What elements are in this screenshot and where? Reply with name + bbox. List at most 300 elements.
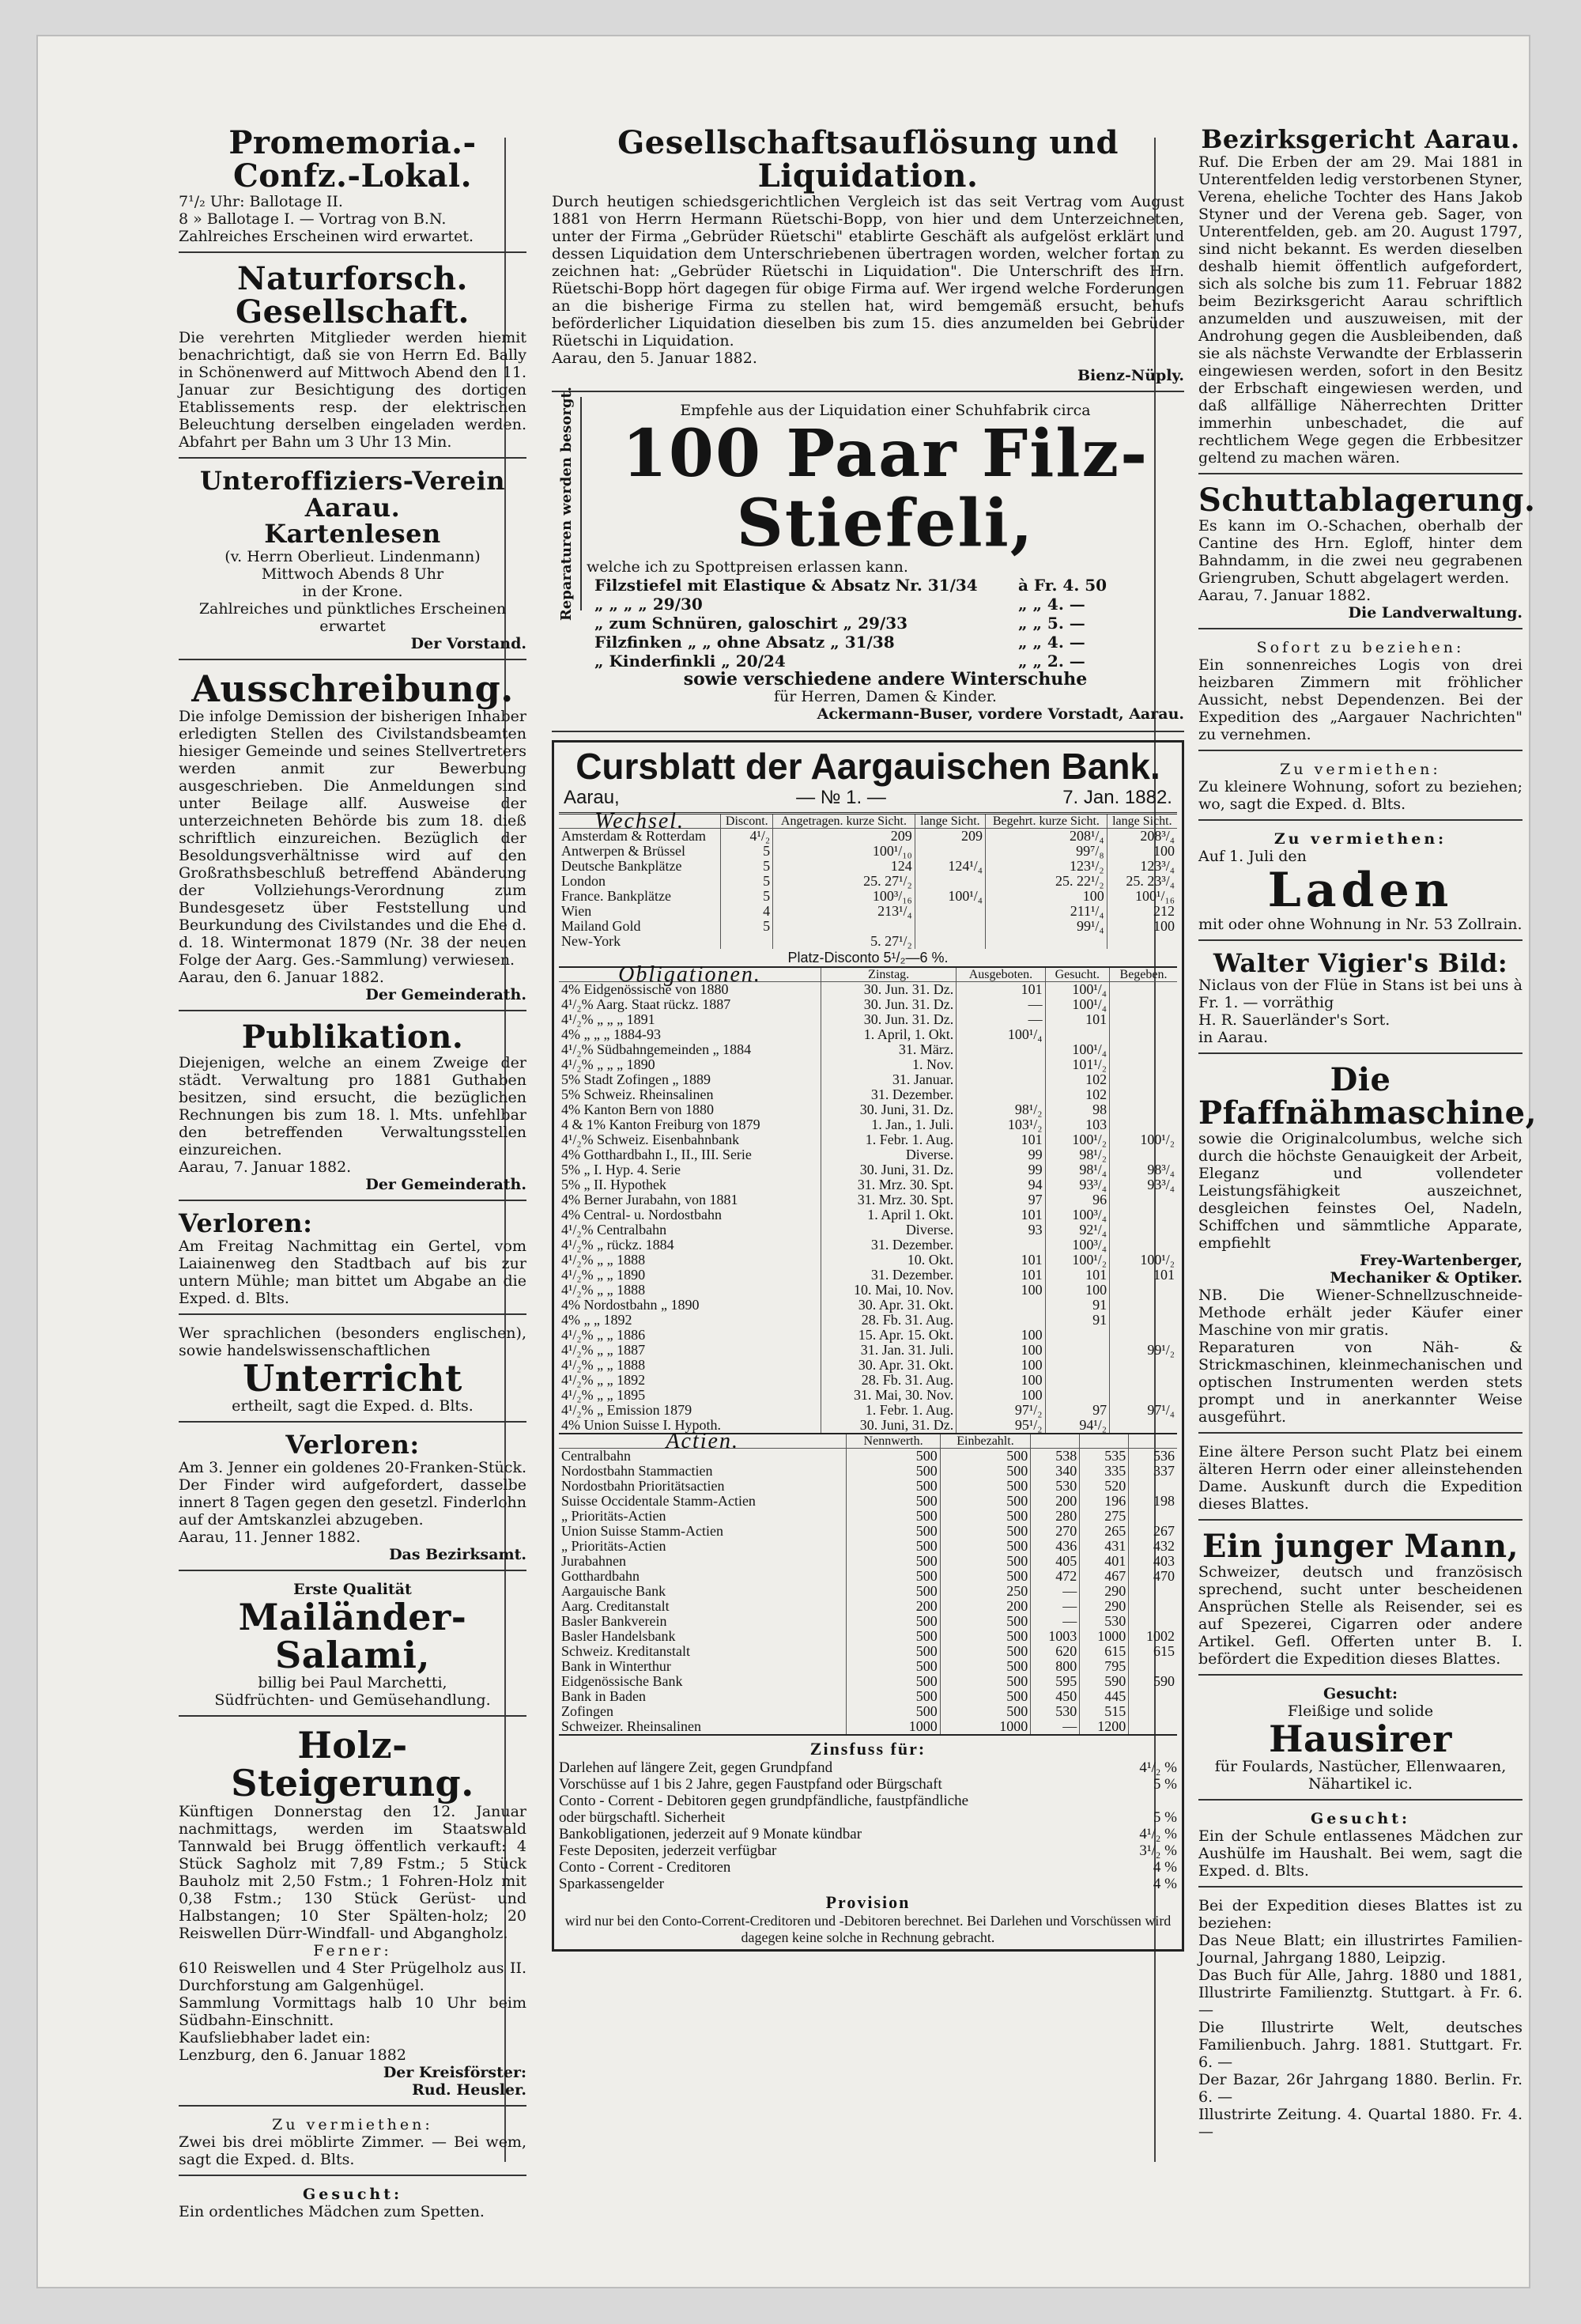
- ad-title: Ausschreibung.: [191, 667, 514, 710]
- ad-title: Ein junger Mann,: [1202, 1528, 1519, 1566]
- table-cell: 101: [1045, 1012, 1109, 1027]
- table-row: [559, 1358, 1177, 1373]
- ad-date: Lenzburg, den 6. Januar 1882: [179, 2046, 406, 2064]
- table-cell: 100³/₁₆: [773, 889, 915, 904]
- table-cell: 530: [1031, 1704, 1080, 1719]
- table-cell: 98¹/₄: [1045, 1162, 1109, 1177]
- zinsfuss-rate: 4¹/₂ %: [1139, 1759, 1177, 1776]
- table-row: [559, 1207, 1177, 1222]
- table-cell: 91: [1045, 1313, 1109, 1328]
- ad-date: Aarau, 7. Januar 1882.: [1198, 586, 1372, 604]
- table-cell: [1045, 1358, 1109, 1373]
- table-cell: 200: [940, 1599, 1030, 1614]
- table-cell: 97¹/₄: [1110, 1403, 1177, 1418]
- table-cell: 4¹/₂% „ „ 1892: [561, 1372, 646, 1388]
- table-row: [559, 1388, 1177, 1403]
- left-column: [179, 122, 526, 2220]
- table-cell: 5% „ I. Hyp. 4. Serie: [561, 1162, 681, 1177]
- ad-body: Diejenigen, welche an einem Zweige der städt. Verwaltung pro 1881 Guthaben besitzen, sind ersucht, die bezüglichen Rechnungen bis zum 18. l. Mts. unfehlbar den betreffenden Verwaltungsstellen einzureichen.: [179, 1054, 526, 1159]
- ad-signature: Das Bezirksamt.: [389, 1545, 526, 1563]
- table-cell: 403: [1129, 1554, 1177, 1569]
- column-header: [1031, 1434, 1080, 1449]
- table-cell: Jurabahnen: [561, 1553, 626, 1569]
- ad-intro: Wer sprachlichen (besonders englischen), sowie handelswissenschaftlichen: [179, 1324, 526, 1359]
- table-cell: 97: [1045, 1403, 1109, 1418]
- table-cell: [1110, 1283, 1177, 1298]
- table-cell: 5. 27¹/₂: [773, 934, 915, 949]
- table-cell: 98³/₄: [1110, 1162, 1177, 1177]
- column-header: Angetragen. kurze Sicht.: [773, 814, 915, 829]
- table-row: [559, 844, 1177, 859]
- ad-body: Schweizer, deutsch und französisch sprechend, sucht unter bescheidenen Ansprüchen Stelle als Reisender, sei es auf Spezerei, Cigarren oder andere Artikel. Gefl. Offerten unter B. I. befördert die Expedition dieses Blattes.: [1198, 1563, 1523, 1668]
- table-cell: 100: [1107, 844, 1177, 859]
- column-header: lange Sicht.: [1107, 814, 1177, 829]
- table-cell: [1129, 1584, 1177, 1599]
- zinsfuss-row: [559, 1842, 1177, 1859]
- table-row: [559, 1343, 1177, 1358]
- ad-date: Aarau, den 6. Januar 1882.: [179, 969, 384, 987]
- table-cell: 93³/₄: [1045, 1177, 1109, 1192]
- table-cell: 520: [1080, 1479, 1129, 1494]
- table-cell: [915, 919, 985, 934]
- table-cell: 1200: [1080, 1719, 1129, 1734]
- table-cell: 500: [847, 1464, 940, 1479]
- column-header: [1080, 1434, 1129, 1449]
- ad-intro: Gesucht:: [1323, 1685, 1398, 1703]
- table-row: [559, 1087, 1177, 1102]
- ad-body: Es kann im O.-Schachen, oberhalb der Cantine des Hrn. Egloff, hinter dem Bahndamm, in die zwei neu gegrabenen Griengruben, Schutt abgelagert werden.: [1198, 516, 1523, 587]
- table-row: [559, 1192, 1177, 1207]
- table-row: [559, 1689, 1177, 1704]
- table-cell: 98¹/₂: [957, 1102, 1045, 1117]
- table-row: [559, 1479, 1177, 1494]
- ad-unterricht: [179, 1320, 526, 1423]
- table-cell: 200: [1031, 1494, 1080, 1509]
- column-header: Wechsel.: [559, 814, 721, 829]
- column-header: Zinstag.: [821, 967, 957, 982]
- ad-signature: Die Landverwaltung.: [1348, 603, 1523, 622]
- table-cell: 100: [1045, 1283, 1109, 1298]
- table-cell: 445: [1080, 1689, 1129, 1704]
- table-cell: —: [1031, 1719, 1080, 1734]
- table-cell: 123³/₄: [1107, 859, 1177, 874]
- table-cell: 100: [1107, 919, 1177, 934]
- ad-body: ertheilt, sagt die Exped. d. Blts.: [232, 1396, 474, 1415]
- table-cell: Bank in Winterthur: [561, 1658, 671, 1674]
- table-cell: 4¹/₂% „ rückz. 1884: [561, 1237, 674, 1253]
- ad-bezirksgericht: [1198, 122, 1523, 474]
- table-cell: 92¹/₄: [1045, 1222, 1109, 1238]
- table-cell: 124¹/₄: [915, 859, 985, 874]
- table-cell: 337: [1129, 1464, 1177, 1479]
- table-cell: 31. Dezember.: [821, 1238, 957, 1253]
- table-cell: —: [1031, 1584, 1080, 1599]
- table-cell: [1110, 1222, 1177, 1238]
- table-cell: —: [1031, 1599, 1080, 1614]
- table-cell: 267: [1129, 1524, 1177, 1539]
- table-cell: 500: [940, 1644, 1030, 1659]
- table-cell: [773, 919, 915, 934]
- table-cell: 100¹/₄: [1045, 997, 1109, 1012]
- wechsel-table: [559, 809, 1177, 949]
- table-cell: [1129, 1659, 1177, 1674]
- item-name: „ „ „ „ 29/30: [594, 595, 703, 614]
- ad-body: Am Freitag Nachmittag ein Gertel, vom Laiainenweg den Stadtbach auf bis zur untern Mühle; man bittet um Abgabe an die Exped. d. Blts.: [179, 1237, 526, 1307]
- table-cell: 97¹/₂: [957, 1403, 1045, 1418]
- table-cell: 30. Apr. 31. Okt.: [821, 1358, 957, 1373]
- provision-title: Provision: [825, 1892, 911, 1912]
- table-cell: 500: [847, 1494, 940, 1509]
- table-cell: 30. Jun. 31. Dz.: [821, 982, 957, 998]
- table-cell: 500: [940, 1479, 1030, 1494]
- ad-title: Gesucht:: [1311, 1810, 1410, 1828]
- newspaper-page: [36, 35, 1538, 2288]
- table-cell: 500: [847, 1704, 940, 1719]
- table-cell: 270: [1031, 1524, 1080, 1539]
- table-cell: 1. Nov.: [821, 1057, 957, 1072]
- table-cell: 94¹/₂: [1045, 1418, 1109, 1433]
- actien-table: [559, 1429, 1177, 1734]
- ad-body: Eine ältere Person sucht Platz bei einem älteren Herrn oder einer alleinstehenden Dame. Auskunft durch die Expedition dieses Blattes.: [1198, 1443, 1523, 1513]
- table-cell: 208¹/₄: [986, 829, 1107, 845]
- table-row: [559, 1147, 1177, 1162]
- column-header: Obligationen.: [559, 967, 821, 982]
- table-cell: 530: [1031, 1479, 1080, 1494]
- table-cell: 450: [1031, 1689, 1080, 1704]
- ad-date: Aarau, 7. Januar 1882.: [179, 1158, 352, 1177]
- table-cell: 209: [915, 829, 985, 845]
- table-cell: 100¹/₂: [1110, 1132, 1177, 1147]
- table-cell: Diverse.: [821, 1222, 957, 1238]
- table-cell: Basler Bankverein: [561, 1613, 667, 1629]
- table-cell: [1110, 1238, 1177, 1253]
- table-cell: [1110, 1012, 1177, 1027]
- table-cell: 538: [1031, 1449, 1080, 1464]
- table-cell: 95¹/₂: [957, 1418, 1045, 1433]
- table-row: [559, 934, 1177, 949]
- table-cell: 500: [940, 1659, 1030, 1674]
- table-cell: [1110, 1072, 1177, 1087]
- item-price: à Fr. 4. 50: [1018, 576, 1107, 595]
- ad-title: Hausirer: [1269, 1717, 1452, 1761]
- zinsfuss-row: [559, 1776, 1177, 1793]
- table-row: [559, 1554, 1177, 1569]
- table-cell: 101: [957, 1253, 1045, 1268]
- table-cell: 500: [940, 1614, 1030, 1629]
- ad-title: Walter Vigier's Bild:: [1213, 947, 1508, 978]
- table-cell: 515: [1080, 1704, 1129, 1719]
- ad-intro: Fleißige und solide: [1287, 1702, 1434, 1721]
- table-cell: 98: [1045, 1102, 1109, 1117]
- platz-disconto: Platz-Disconto 5¹/₂—6 %.: [787, 950, 949, 965]
- table-cell: Nordostbahn Stammactien: [561, 1463, 713, 1479]
- table-cell: 100¹/₁₆: [1107, 889, 1177, 904]
- ad-title: Holz-Steigerung.: [231, 1724, 474, 1805]
- zinsfuss-row: [559, 1859, 1177, 1876]
- table-cell: 595: [1031, 1674, 1080, 1689]
- table-cell: 401: [1080, 1554, 1129, 1569]
- place: Aarau,: [564, 787, 620, 808]
- table-row: [559, 1057, 1177, 1072]
- column-header: Begeben.: [1110, 967, 1177, 982]
- table-cell: 500: [847, 1509, 940, 1524]
- table-cell: 4% „ „ „ 1884-93: [561, 1026, 661, 1042]
- zinsfuss-block: [559, 1734, 1177, 1946]
- table-row: [559, 1494, 1177, 1509]
- table-cell: 800: [1031, 1659, 1080, 1674]
- ad-body: Die infolge Demission der bisherigen Inhaber erledigten Stellen des Civilstandsbeamten hiesiger Gemeinde und seines Stellvertreters werden anmit zur Bewerbung ausgeschrieben. Die Anmeldungen sind unter Beilage allf. Ausweise der unterzeichneten Behörde bis zum 18. dieß schriftlich einzureichen. Bezüglich der Besoldungsverhältnisse wird auf den Großrathsbeschluß betreffend Abänderung der Vollziehungs-Verordnung zum Bundesgesetz über Feststellung und Beurkundung des Civilstandes und die Ehe d. d. 18. Wintermonat 1879 (Nr. 38 der neuen Folge der Aarg. Ges.-Sammlung) verwiesen.: [179, 708, 526, 969]
- table-row: [559, 1418, 1177, 1433]
- table-cell: 31. Dezember.: [821, 1268, 957, 1283]
- ad-signature: Der Kreisförster:: [383, 2063, 526, 2081]
- ad-title: Naturforsch. Gesellschaft.: [236, 260, 470, 331]
- table-cell: 1. April, 1. Okt.: [821, 1027, 957, 1042]
- table-cell: 5: [721, 919, 773, 934]
- table-cell: 101: [957, 1268, 1045, 1283]
- zinsfuss-label: Conto - Corrent - Creditoren: [559, 1859, 731, 1876]
- ad-title: Verloren:: [179, 1208, 313, 1239]
- table-cell: London: [561, 873, 606, 889]
- table-cell: [1129, 1614, 1177, 1629]
- table-row: [559, 1268, 1177, 1283]
- table-cell: [1110, 1147, 1177, 1162]
- ad-signature: Bienz-Nüply.: [1077, 367, 1184, 384]
- table-cell: [1110, 1207, 1177, 1222]
- table-cell: Deutsche Bankplätze: [561, 858, 682, 874]
- zinsfuss-rate: 3¹/₂ %: [1139, 1842, 1177, 1859]
- table-cell: 103¹/₂: [957, 1117, 1045, 1132]
- table-cell: 431: [1080, 1539, 1129, 1554]
- table-cell: [1110, 1027, 1177, 1042]
- table-row: [559, 874, 1177, 889]
- price-list: [587, 576, 1184, 671]
- ad-publikation: [179, 1016, 526, 1201]
- ad-body: Ein sonnenreiches Logis von drei heizbaren Zimmern mit fröhlicher Aussicht, nebst Dependenzen. Bei der Expedition des „Aargauer Nachrichten" zu vernehmen.: [1198, 656, 1523, 743]
- table-cell: Basler Handelsbank: [561, 1628, 676, 1644]
- table-cell: 208³/₄: [1107, 829, 1177, 845]
- price-row: [587, 633, 1184, 652]
- table-cell: 4¹/₂% „ „ 1888: [561, 1252, 646, 1268]
- table-cell: 100: [957, 1343, 1045, 1358]
- ad-body: Niclaus von der Flüe in Stans ist bei uns à Fr. 1. — vorräthig H. R. Sauerländer's Sort. in Aarau.: [1198, 977, 1523, 1047]
- ad-title: Verloren:: [285, 1429, 420, 1460]
- table-cell: 100³/₄: [1045, 1207, 1109, 1222]
- ad-logis: [1198, 634, 1523, 751]
- ad-title: Publikation.: [241, 1018, 464, 1056]
- table-cell: 500: [847, 1629, 940, 1644]
- ad-body: Ein der Schule entlassenes Mädchen zur Aushülfe im Haushalt. Bei wem, sagt die Exped. d. Blts.: [1198, 1827, 1523, 1880]
- item-price: „ „ 5. —: [1018, 614, 1085, 633]
- table-row: [559, 1072, 1177, 1087]
- table-cell: 101: [1110, 1268, 1177, 1283]
- table-cell: 103: [1045, 1117, 1109, 1132]
- table-cell: 1. Febr. 1. Aug.: [821, 1403, 957, 1418]
- table-cell: 4¹/₂% „ „ 1888: [561, 1282, 646, 1298]
- table-cell: [1110, 1102, 1177, 1117]
- ad-intro: Erste Qualität: [293, 1580, 412, 1598]
- side-label-text: Reparaturen werden besorgt.: [557, 386, 575, 622]
- table-row: [559, 1539, 1177, 1554]
- zinsfuss-title: Zinsfuss für:: [809, 1739, 926, 1759]
- table-cell: 100³/₄: [1045, 1238, 1109, 1253]
- table-cell: [915, 844, 985, 859]
- table-row: [559, 1629, 1177, 1644]
- ad-gesucht: [179, 2181, 526, 2227]
- table-row: [559, 1238, 1177, 1253]
- ad-body: Bei der Expedition dieses Blattes ist zu beziehen: Das Neue Blatt; ein illustrirtes Familien-Journal, Jahrgang 1880, Leipzig. Das Buch für Alle, Jahrg. 1880 und 1881, Illustrirte Familienztg. Stuttgart. à Fr. 6. — Die Illustrirte Welt, deutsches Familienbuch. Jahrg. 1881. Stuttgart. Fr. 6. — Der Bazar, 26r Jahrgang 1880. Berlin. Fr. 6. — Illustrirte Zeitung. 4. Quartal 1880. Fr. 4. —: [1198, 1897, 1523, 2141]
- table-row: [559, 859, 1177, 874]
- ad-promemoria: [179, 122, 526, 253]
- table-cell: 795: [1080, 1659, 1129, 1674]
- table-cell: 500: [847, 1449, 940, 1464]
- table-cell: 98¹/₂: [1045, 1147, 1109, 1162]
- table-cell: 4¹/₂% „ „ 1895: [561, 1387, 646, 1403]
- table-cell: 432: [1129, 1539, 1177, 1554]
- table-cell: 101: [957, 1132, 1045, 1147]
- table-row: [559, 1524, 1177, 1539]
- table-cell: 1000: [1080, 1629, 1129, 1644]
- table-row: [559, 1177, 1177, 1192]
- table-cell: [1045, 1343, 1109, 1358]
- table-cell: 5: [721, 889, 773, 904]
- table-cell: [957, 1313, 1045, 1328]
- provision-text: wird nur bei den Conto-Corrent-Creditoren und -Debitoren berechnet. Bei Darlehen und Vorschüssen wird dagegen keine solche in Rechnung gebracht.: [564, 1913, 1172, 1945]
- table-cell: [957, 1087, 1045, 1102]
- ad-title: 100 Paar Filz-Stiefeli,: [621, 416, 1149, 561]
- table-cell: Wien: [561, 903, 592, 919]
- table-cell: 28. Fb. 31. Aug.: [821, 1373, 957, 1388]
- zinsfuss-rate: 4¹/₂ %: [1139, 1826, 1177, 1842]
- table-row: [559, 829, 1177, 845]
- table-title: Cursblatt der Aargauischen Bank.: [575, 746, 1160, 787]
- ad-intro: Auf 1. Juli den: [1198, 847, 1307, 865]
- table-row: [559, 1704, 1177, 1719]
- price-row: [587, 652, 1184, 671]
- table-cell: Amsterdam & Rotterdam: [561, 828, 706, 844]
- item-name: „ Kinderfinkli „ 20/24: [594, 652, 786, 671]
- table-cell: 100¹/₄: [1045, 982, 1109, 998]
- table-cell: 15. Apr. 15. Okt.: [821, 1328, 957, 1343]
- zinsfuss-row: [559, 1759, 1177, 1776]
- table-cell: [1110, 1373, 1177, 1388]
- item-price: „ „ 4. —: [1018, 595, 1085, 614]
- table-cell: 4% „ „ 1892: [561, 1312, 632, 1328]
- table-cell: 100¹/₄: [915, 889, 985, 904]
- ad-title: Unteroffiziers-Verein Aarau.: [199, 466, 506, 523]
- table-cell: 31. Januar.: [821, 1072, 957, 1087]
- table-cell: 500: [940, 1509, 1030, 1524]
- column-header: Einbezahlt.: [940, 1434, 1030, 1449]
- table-cell: 99: [957, 1147, 1045, 1162]
- table-cell: 102: [1045, 1072, 1109, 1087]
- table-cell: Antwerpen & Brüssel: [561, 843, 685, 859]
- right-column: [1198, 122, 1538, 2194]
- zinsfuss-list: [559, 1759, 1177, 1892]
- table-cell: 4¹/₂% „ Emission 1879: [561, 1402, 692, 1418]
- table-row: [559, 1584, 1177, 1599]
- table-cell: [957, 1042, 1045, 1057]
- ad-signature: Der Gemeinderath.: [365, 1176, 526, 1194]
- ad-title: Zu vermiethen:: [272, 2115, 433, 2133]
- ad-title: Zu vermiethen:: [1280, 760, 1441, 778]
- zinsfuss-rate: 5 %: [1153, 1776, 1177, 1793]
- ad-body: Ruf. Die Erben der am 29. Mai 1881 in Unterentfelden ledig verstorbenen Styner, Verena, eheliche Tochter des Hans Jakob Styner und der Verena geb. Sager, von Unterentfelden, geb. am 20. August 1797, sind nicht bekannt. Es werden dieselben deshalb hiemit öffentlich aufgefordert, sich als solche bis zum 11. Februar 1882 beim Bezirksgericht Aarau schriftlich anzumelden und auszuweisen, mit der Androhung gegen die Ausbleibenden, daß sie als nächste Verwandte der Erblasserin eingewiesen werden, sofort in den Besitz der Erbschaft eingewiesen werden, und daß allfällige Näherrechten Dritter immerhin unbeschadet, die auf rechtlichem Wege gegen die Erbbesitzer geltend zu machen wären.: [1198, 153, 1523, 467]
- zinsfuss-row: [559, 1809, 1177, 1826]
- ad-title: Promemoria.-Confz.-Lokal.: [228, 124, 477, 195]
- ad-wohnung: [1198, 756, 1523, 821]
- table-cell: 31. Mai, 30. Nov.: [821, 1388, 957, 1403]
- table-cell: 4% Berner Jurabahn, von 1881: [561, 1192, 738, 1207]
- table-cell: 500: [847, 1614, 940, 1629]
- middle-column: [552, 122, 1184, 2209]
- table-row: [559, 1012, 1177, 1027]
- ad-salami: [179, 1576, 526, 1717]
- table-cell: 470: [1129, 1569, 1177, 1584]
- table-cell: 500: [847, 1689, 940, 1704]
- table-cell: 4¹/₂% „ „ 1886: [561, 1327, 646, 1343]
- table-cell: Nordostbahn Prioritätsactien: [561, 1478, 725, 1494]
- ad-subtitle: Ferner:: [313, 1941, 392, 1959]
- table-cell: [1110, 997, 1177, 1012]
- table-cell: 212: [1107, 904, 1177, 919]
- table-cell: 100¹/₂: [1045, 1132, 1109, 1147]
- ad-body: für Foulards, Nastücher, Ellenwaaren, Nähartikel ic.: [1214, 1758, 1507, 1793]
- table-row: [559, 889, 1177, 904]
- ad-date: Aarau, 11. Jenner 1882.: [179, 1528, 361, 1546]
- zinsfuss-label: Conto - Corrent - Debitoren gegen grundpfändliche, faustpfändliche: [559, 1793, 969, 1809]
- table-cell: 5% Stadt Zofingen „ 1889: [561, 1071, 711, 1087]
- ad-title: Die Pfaffnähmaschine,: [1198, 1061, 1538, 1132]
- table-cell: 28. Fb. 31. Aug.: [821, 1313, 957, 1328]
- table-row: [559, 904, 1177, 919]
- table-cell: 5% Schweiz. Rheinsalinen: [561, 1086, 714, 1102]
- table-cell: 4¹/₂% Aarg. Staat rückz. 1887: [561, 996, 731, 1012]
- table-cell: [1110, 1192, 1177, 1207]
- table-cell: Aargauische Bank: [561, 1583, 666, 1599]
- column-header: Ausgeboten.: [957, 967, 1045, 982]
- table-cell: 535: [1080, 1449, 1129, 1464]
- table-cell: 100¹/₄: [1045, 1042, 1109, 1057]
- ad-body: (v. Herrn Oberlieut. Lindenmann) Mittwoch Abends 8 Uhr in der Krone. Zahlreiches und pünktliches Erscheinen erwartet: [198, 547, 507, 635]
- ad-body: sowie die Originalcolumbus, welche sich durch die höchste Genauigkeit der Arbeit, Eleganz und vollendeter Leistungsfähigkeit auszeichnet, desgleichen feinstes Oel, Nadeln, Schiffchen und sämmtliche Apparate, empfiehlt: [1198, 1130, 1523, 1253]
- table-cell: 4: [721, 904, 773, 919]
- table-cell: 209: [773, 829, 915, 845]
- table-row: [559, 1569, 1177, 1584]
- table-cell: 124: [773, 859, 915, 874]
- table-row: [559, 1222, 1177, 1238]
- table-cell: 99¹/₂: [1110, 1343, 1177, 1358]
- table-cell: 615: [1129, 1644, 1177, 1659]
- cursblatt-table: [552, 740, 1184, 1952]
- table-cell: 4% Kanton Bern von 1880: [561, 1102, 714, 1117]
- table-cell: 198: [1129, 1494, 1177, 1509]
- table-cell: 1000: [940, 1719, 1030, 1734]
- ad-unteroffizier: [179, 463, 526, 660]
- ad-title: Bezirksgericht Aarau.: [1201, 124, 1520, 154]
- table-cell: 436: [1031, 1539, 1080, 1554]
- issue-date: 7. Jan. 1882.: [1062, 787, 1172, 808]
- table-cell: 1. Jan., 1. Juli.: [821, 1117, 957, 1132]
- ad-vigier-bild: [1198, 946, 1523, 1055]
- ad-holz-steigerung: [179, 1721, 526, 2107]
- table-cell: Zofingen: [561, 1703, 613, 1719]
- table-cell: 100: [986, 889, 1107, 904]
- ad-laden: [1198, 826, 1523, 941]
- table-cell: 101: [1045, 1268, 1109, 1283]
- issue-number: — № 1. —: [796, 787, 886, 808]
- table-cell: 500: [940, 1494, 1030, 1509]
- table-cell: Centralbahn: [561, 1448, 631, 1464]
